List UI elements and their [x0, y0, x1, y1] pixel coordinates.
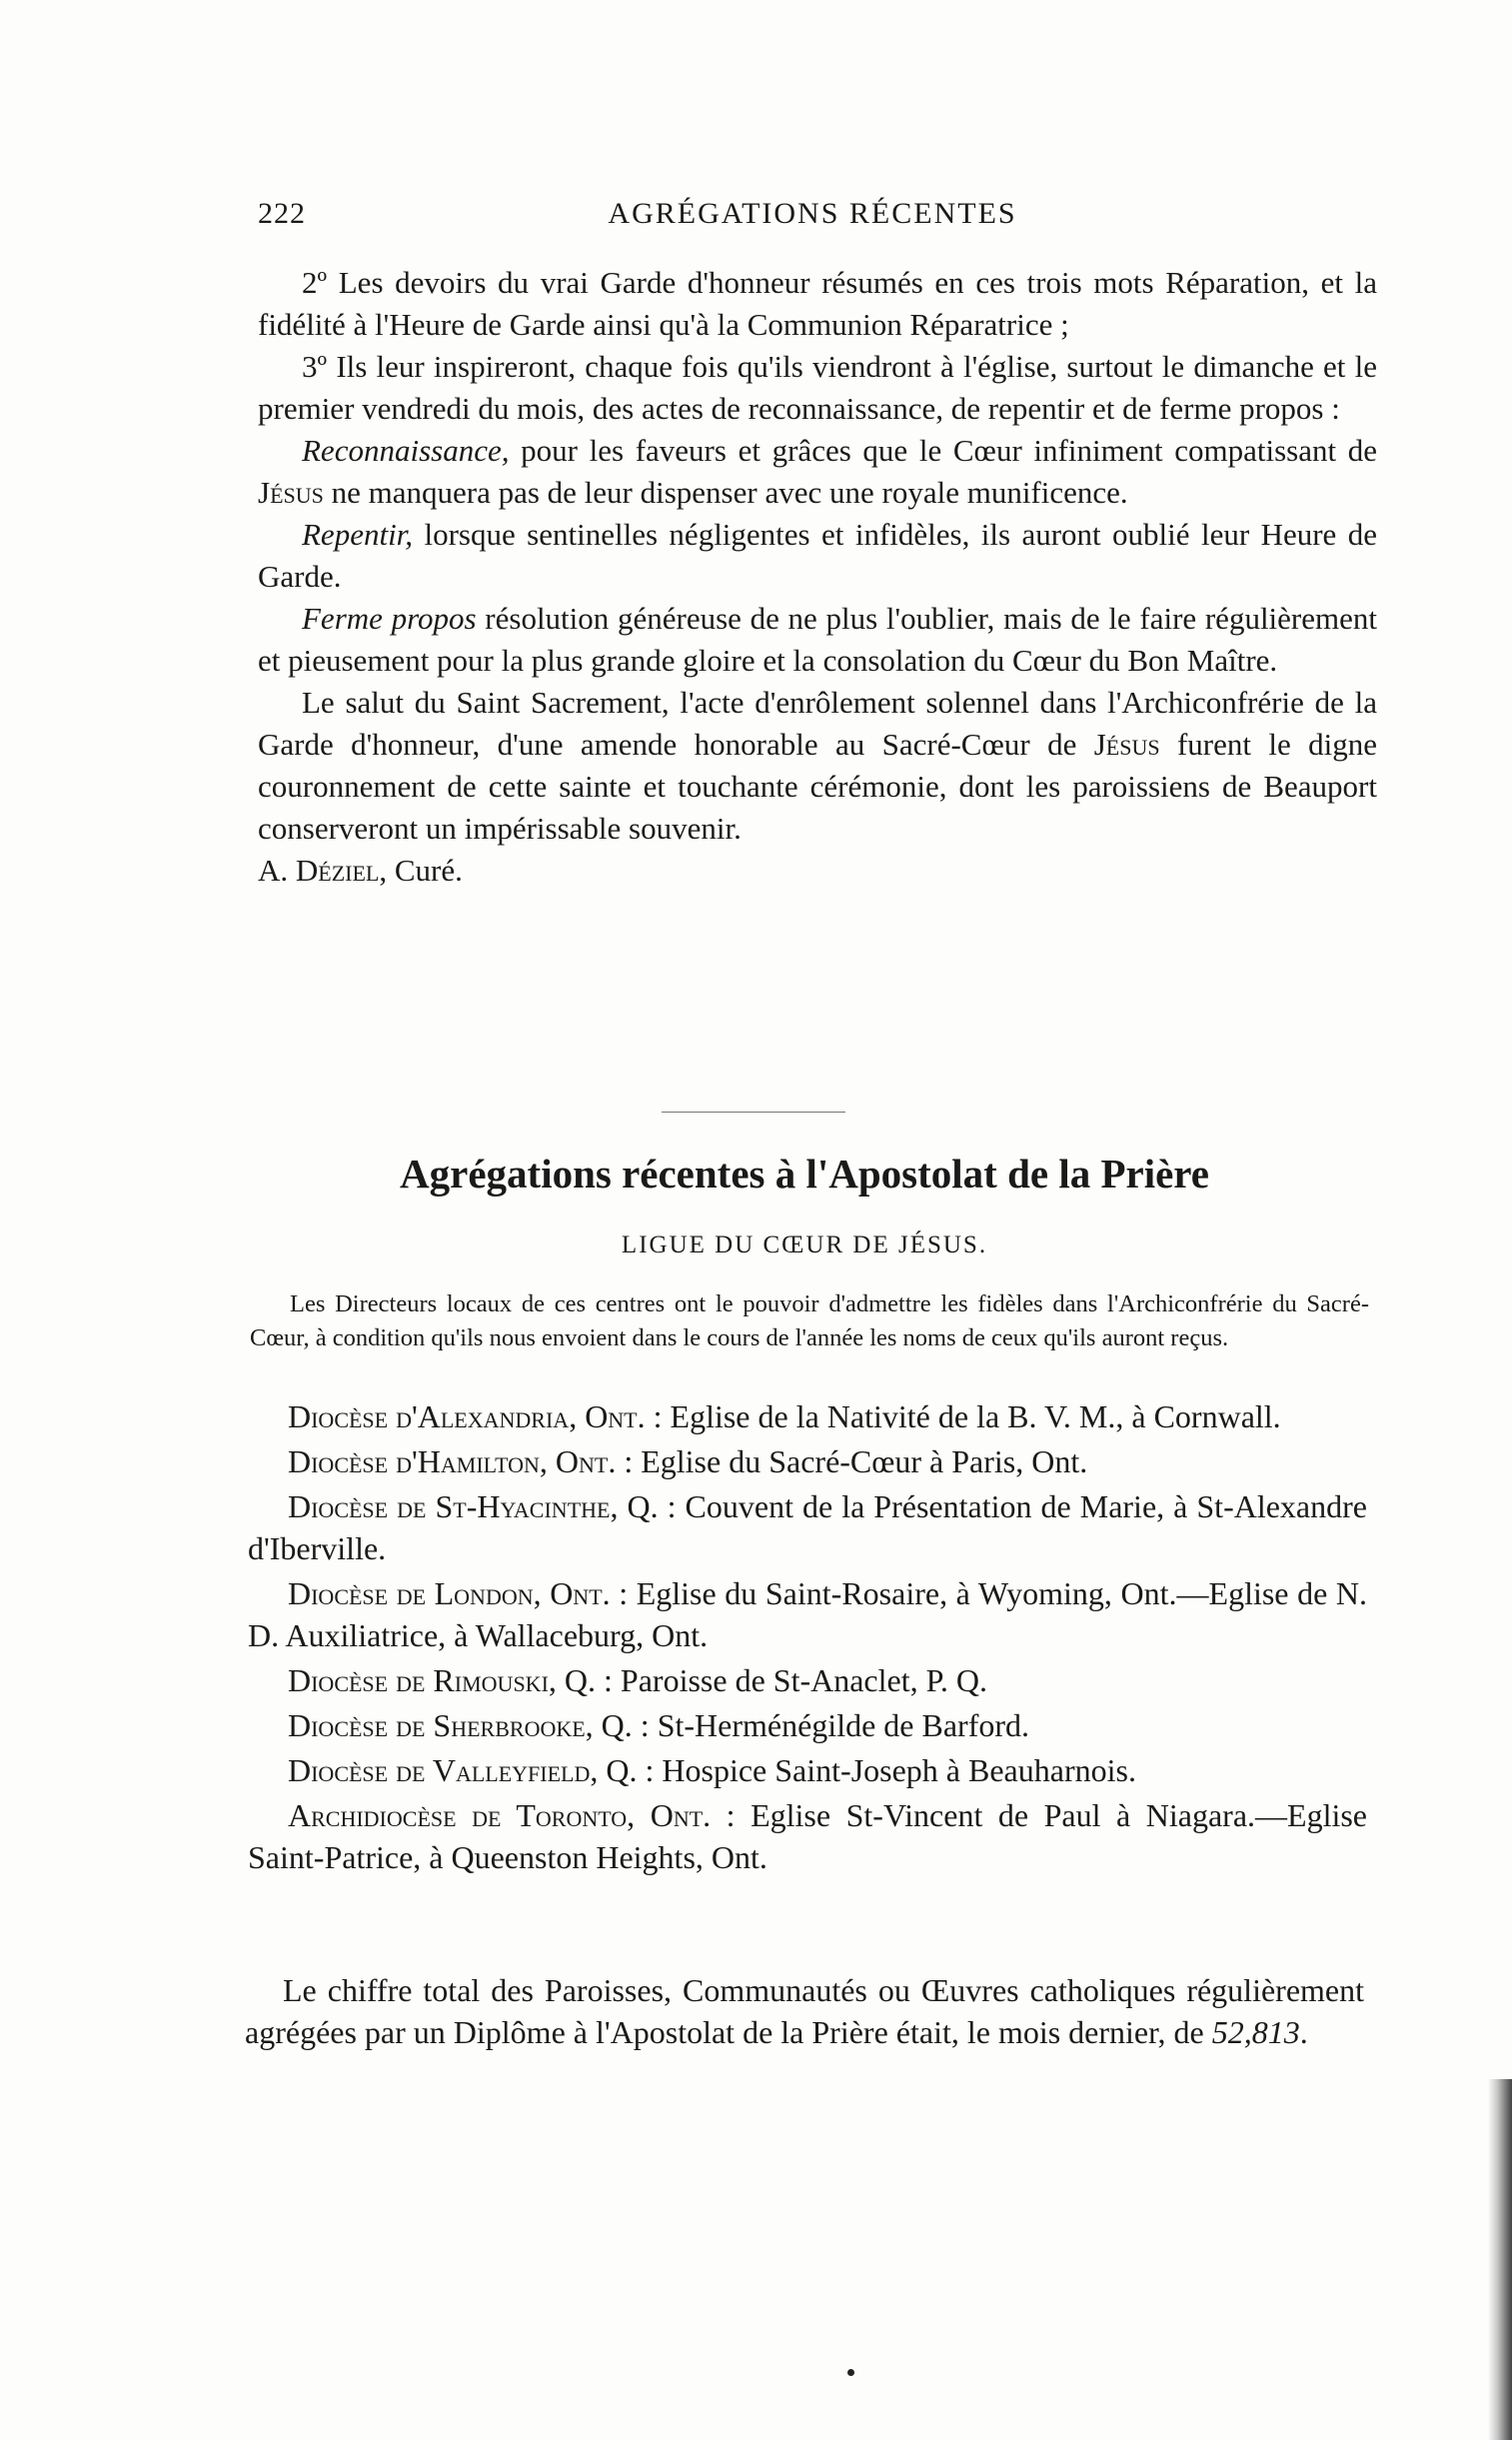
diocese-entry	[248, 1749, 1367, 1791]
ferme-propos-text: résolution généreuse de ne plus l'oublier, mais de le faire régulièrement et pieusement pour la plus grande gloire et la consolation du Cœur du Bon Maître.	[258, 601, 1377, 678]
diocese-name: Diocèse d'Alexandria, Ont.	[288, 1398, 646, 1434]
ink-speck	[847, 2369, 854, 2376]
diocese-text: : Eglise St-Vincent de Paul à Niagara.—Eglise Saint-Patrice, à Queenston Heights, Ont.	[248, 1797, 1368, 1875]
diocese-name: Diocèse de St-Hyacinthe, Q.	[288, 1488, 659, 1524]
diocese-name: Diocèse de Sherbrooke, Q.	[288, 1707, 633, 1743]
diocese-text: : Eglise du Saint-Rosaire, à Wyoming, Ont.—Eglise de N. D. Auxiliatrice, à Wallaceburg, Ont.	[248, 1575, 1368, 1653]
signature-name: A. Déziel,	[258, 853, 388, 888]
total-number: 52,813	[1211, 2014, 1300, 2050]
diocese-list	[248, 1395, 1367, 1881]
signature	[258, 850, 1377, 892]
term-repentir: Repentir,	[302, 517, 414, 552]
diocese-text: : Hospice Saint-Joseph à Beauharnois.	[637, 1752, 1136, 1788]
diocese-name: Archidiocèse de Toronto, Ont.	[288, 1797, 712, 1833]
diocese-entry	[248, 1440, 1367, 1482]
diocese-name: Diocèse de London, Ont.	[288, 1575, 611, 1611]
repentir-text: lorsque sentinelles négligentes et infidèles, ils auront oublié leur Heure de Garde.	[258, 517, 1377, 594]
diocese-text: : Eglise de la Nativité de la B. V. M., à Cornwall.	[645, 1398, 1281, 1434]
diocese-text: : Couvent de la Présentation de Marie, à St-Alexandre d'Iberville.	[248, 1488, 1367, 1566]
paragraph-2: 2º Les devoirs du vrai Garde d'honneur résumés en ces trois mots Réparation, et la fidélité à l'Heure de Garde ainsi qu'à la Communion Réparatrice ;	[258, 265, 1377, 342]
diocese-entry	[248, 1659, 1367, 1701]
diocese-entry	[248, 1572, 1367, 1656]
running-title: AGRÉGATIONS RÉCENTES	[608, 197, 1017, 230]
name-jesus: Jésus	[258, 475, 324, 510]
directors-note-text: Les Directeurs locaux de ces centres ont le pouvoir d'admettre les fidèles dans l'Archiconfrérie du Sacré-Cœur, à condition qu'ils nous envoient dans le cours de l'année les noms de ceux qu'ils auront reçus.	[250, 1290, 1369, 1351]
diocese-text: : Paroisse de St-Anaclet, P. Q.	[596, 1662, 987, 1698]
reconnaissance-text-a: pour les faveurs et grâces que le Cœur infiniment compatissant de	[509, 433, 1377, 468]
diocese-name: Diocèse de Valleyfield, Q.	[288, 1752, 638, 1788]
paragraph-salut	[258, 682, 1377, 850]
section-divider	[662, 1112, 845, 1113]
diocese-name: Diocèse de Rimouski, Q.	[288, 1662, 597, 1698]
section-subtitle: LIGUE DU CŒUR DE JÉSUS.	[621, 1231, 988, 1258]
name-jesus-2: Jésus	[1093, 727, 1160, 762]
diocese-entry	[248, 1794, 1367, 1878]
article-body	[258, 262, 1377, 892]
paragraph-reconnaissance	[258, 430, 1377, 514]
diocese-name: Diocèse d'Hamilton, Ont.	[288, 1443, 617, 1479]
term-reconnaissance: Reconnaissance,	[302, 433, 510, 468]
salut-text-a: Le salut du Saint Sacrement, l'acte d'enrôlement solennel dans l'Archiconfrérie de la Garde d'honneur, d'une amende honorable au Sacré-Cœur de	[258, 685, 1377, 762]
diocese-entry	[248, 1485, 1367, 1569]
section-title: Agrégations récentes à l'Apostolat de la Prière	[400, 1151, 1209, 1197]
diocese-entry	[248, 1704, 1367, 1746]
total-text-block	[245, 1969, 1364, 2053]
diocese-text: : Eglise du Sacré-Cœur à Paris, Ont.	[616, 1443, 1088, 1479]
term-ferme-propos: Ferme propos	[302, 601, 477, 636]
page-edge-shadow	[1488, 2079, 1512, 2440]
directors-note	[250, 1287, 1369, 1355]
paragraph-ferme-propos	[258, 598, 1377, 682]
page-number: 222	[258, 197, 306, 230]
paragraph-3: 3º Ils leur inspireront, chaque fois qu'ils viendront à l'église, surtout le dimanche et le premier vendredi du mois, des actes de reconnaissance, de repentir et de ferme propos :	[258, 349, 1377, 426]
diocese-entry	[248, 1395, 1367, 1437]
reconnaissance-text-b: ne manquera pas de leur dispenser avec une royale munificence.	[323, 475, 1128, 510]
total-paragraph	[245, 1969, 1364, 2053]
total-end: .	[1299, 2014, 1308, 2050]
total-text: Le chiffre total des Paroisses, Communautés ou Œuvres catholiques régulièrement agrégées par un Diplôme à l'Apostolat de la Prière était, le mois dernier, de	[245, 1972, 1364, 2050]
salut-text-b: furent le digne couronnement de cette sainte et touchante cérémonie, dont les paroissiens de Beauport conserveront un impérissable souvenir.	[258, 727, 1377, 846]
paragraph-repentir	[258, 514, 1377, 598]
signature-title: Curé.	[387, 853, 463, 888]
diocese-text: : St-Herménégilde de Barford.	[632, 1707, 1029, 1743]
